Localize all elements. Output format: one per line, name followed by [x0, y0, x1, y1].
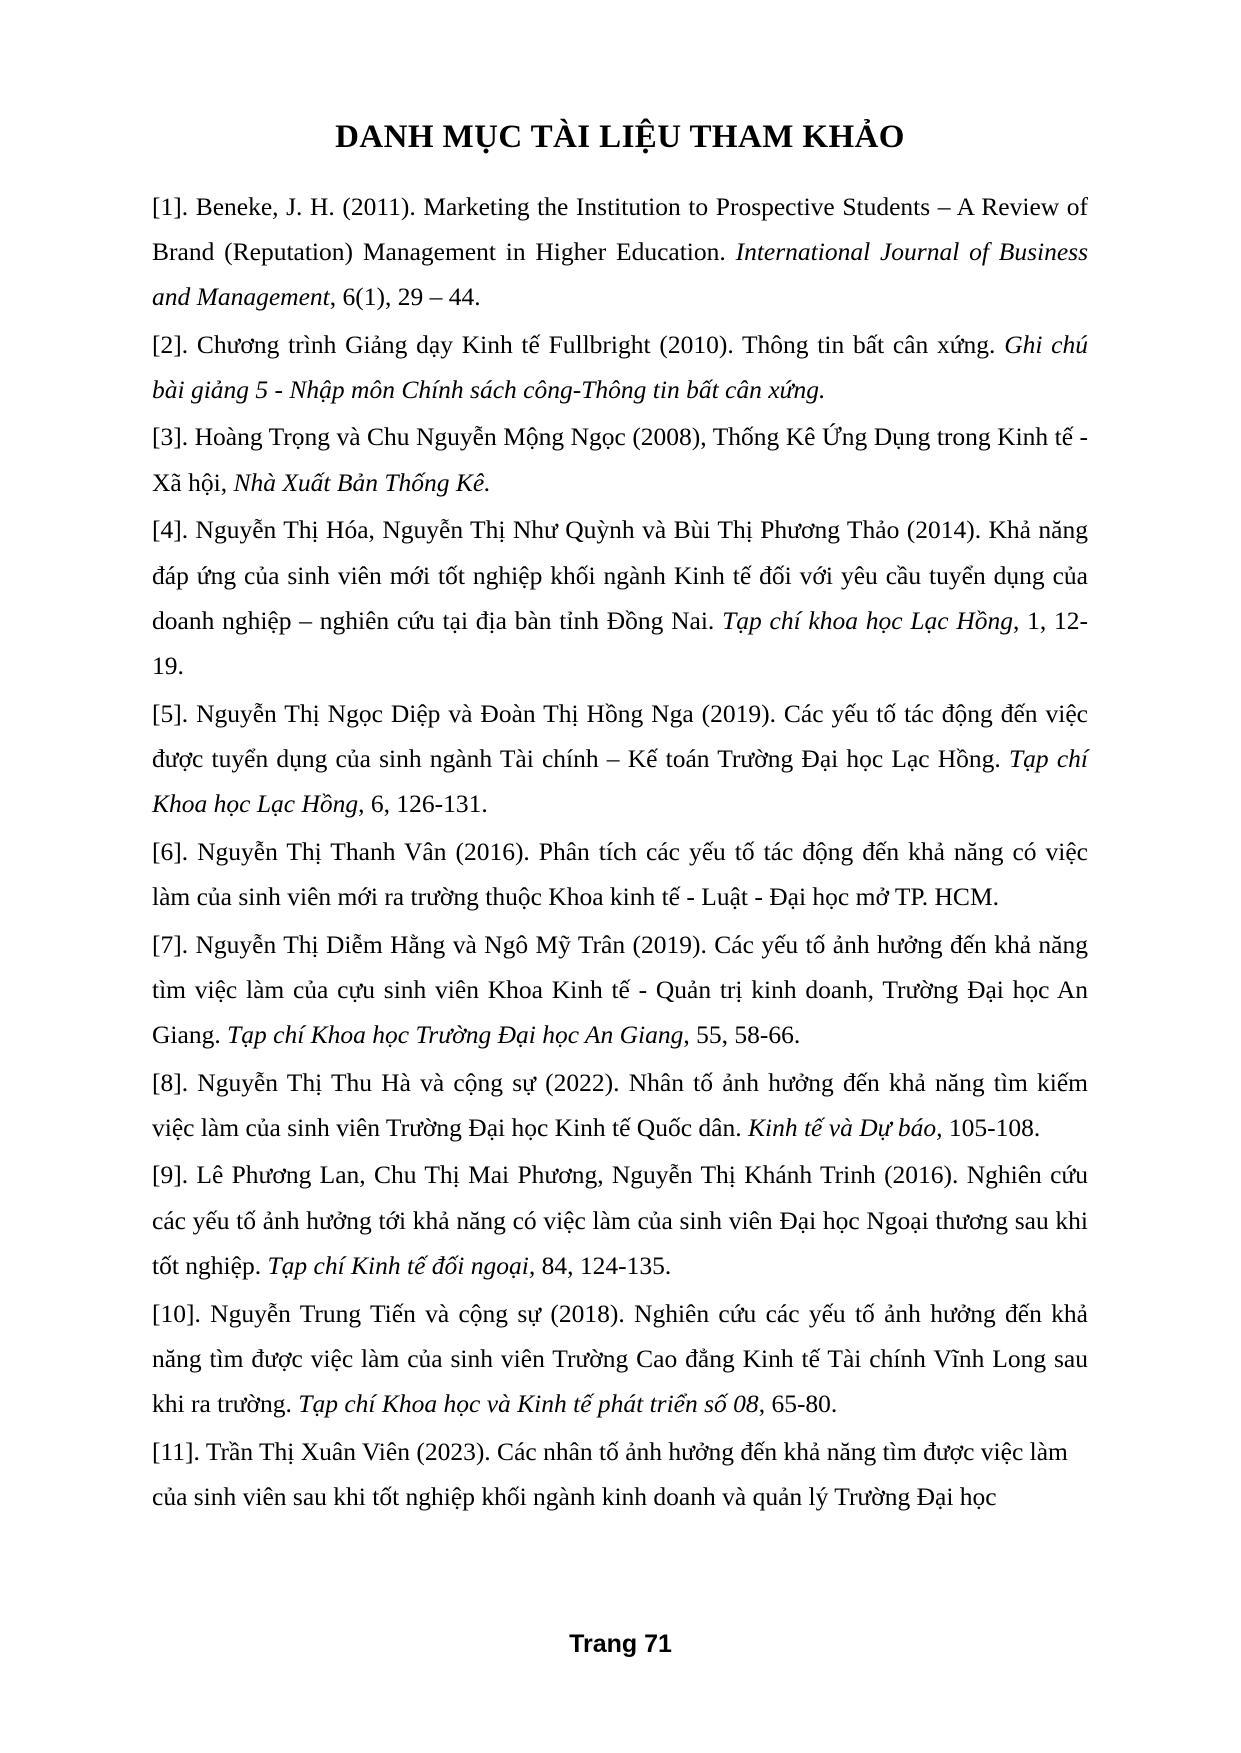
- reference-list: [152, 184, 1088, 1520]
- reference-source-title: Ghi chú bài giảng 5 - Nhập môn Chính sách công-Thông tin bất cân xứng.: [152, 329, 1088, 405]
- reference-text: [3]. Hoàng Trọng và Chu Nguyễn Mộng Ngọc (2008), Thống Kê Ứng Dụng trong Kinh tế - Xã hội,: [152, 422, 1088, 497]
- reference-source-title: Tạp chí Kinh tế đối ngoại,: [267, 1251, 536, 1281]
- reference-text: , 65-80.: [758, 1389, 838, 1419]
- reference-entry: [152, 322, 1088, 413]
- reference-source-title: International Journal of Business and Management: [152, 236, 1089, 312]
- reference-text: , 55, 58-66.: [683, 1020, 801, 1050]
- reference-text: [6]. Nguyễn Thị Thanh Vân (2016). Phân tích các yếu tố tác động đến khả năng có việc làm của sinh viên mới ra trường thuộc Khoa kinh tế - Luật - Đại học mở TP. HCM.: [152, 836, 1088, 912]
- reference-text: [9]. Lê Phương Lan, Chu Thị Mai Phương, Nguyễn Thị Khánh Trinh (2016). Nghiên cứu các yếu tố ảnh hưởng tới khả năng có việc làm của sinh viên Đại học Ngoại thương sau khi tốt nghiệp.: [152, 1160, 1088, 1281]
- reference-text: [5]. Nguyễn Thị Ngọc Diệp và Đoàn Thị Hồng Nga (2019). Các yếu tố tác động đến việc được tuyển dụng của sinh ngành Tài chính – Kế toán Trường Đại học Lạc Hồng.: [152, 698, 1088, 774]
- page-footer: Trang 71: [569, 1630, 672, 1658]
- reference-entry: [152, 184, 1088, 320]
- reference-text: [1]. Beneke, J. H. (2011). Marketing the Institution to Prospective Students – A Review of Brand (Reputation) Management in Higher Education.: [152, 191, 1088, 266]
- reference-entry: [152, 1291, 1088, 1427]
- reference-entry: [152, 414, 1088, 505]
- reference-source-title: Tạp chí Khoa học Trường Đại học An Giang: [227, 1020, 684, 1050]
- reference-source-title: Tạp chí khoa học Lạc Hồng: [722, 605, 1013, 635]
- page-content: [152, 118, 1088, 1521]
- reference-text: 105-108.: [942, 1113, 1041, 1143]
- reference-source-title: Tạp chí Khoa học và Kinh tế phát triển số 08: [298, 1389, 759, 1419]
- reference-entry: [152, 829, 1088, 920]
- reference-entry: [152, 922, 1088, 1058]
- reference-entry: [152, 1152, 1088, 1288]
- reference-text: [11]. Trần Thị Xuân Viên (2023). Các nhân tố ảnh hưởng đến khả năng tìm được việc làm của sinh viên sau khi tốt nghiệp khối ngành kinh doanh và quản lý Trường Đại học: [152, 1436, 1068, 1512]
- reference-source-title: Kinh tế và Dự báo,: [748, 1113, 943, 1143]
- reference-text: , 6(1), 29 – 44.: [329, 282, 481, 312]
- reference-source-title: Nhà Xuất Bản Thống Kê.: [233, 467, 491, 497]
- reference-entry: [152, 507, 1088, 689]
- reference-source-title: Tạp chí Khoa học Lạc Hồng: [152, 744, 1088, 819]
- reference-text: [4]. Nguyễn Thị Hóa, Nguyễn Thị Như Quỳnh và Bùi Thị Phương Thảo (2014). Khả năng đáp ứng của sinh viên mới tốt nghiệp khối ngành Kinh tế đối với yêu cầu tuyển dụng của doanh nghiệp – nghiên cứu tại địa bàn tỉnh Đồng Nai.: [152, 515, 1088, 635]
- reference-text: [10]. Nguyễn Trung Tiến và cộng sự (2018). Nghiên cứu các yếu tố ảnh hưởng đến khả năng tìm được việc làm của sinh viên Trường Cao đẳng Kinh tế Tài chính Vĩnh Long sau khi ra trường.: [152, 1298, 1088, 1419]
- reference-text: [7]. Nguyễn Thị Diễm Hằng và Ngô Mỹ Trân (2019). Các yếu tố ảnh hưởng đến khả năng tìm việc làm của cựu sinh viên Khoa Kinh tế - Quản trị kinh doanh, Trường Đại học An Giang.: [152, 929, 1088, 1050]
- reference-text: , 1, 12-19.: [152, 605, 1089, 681]
- page-title: DANH MỤC TÀI LIỆU THAM KHẢO: [335, 119, 905, 155]
- reference-text: [8]. Nguyễn Thị Thu Hà và cộng sự (2022). Nhân tố ảnh hưởng đến khả năng tìm kiếm việc làm của sinh viên Trường Đại học Kinh tế Quốc dân.: [152, 1067, 1088, 1143]
- reference-text: 84, 124-135.: [535, 1251, 672, 1281]
- reference-entry: [152, 691, 1088, 827]
- reference-text: , 6, 126-131.: [358, 789, 488, 819]
- reference-entry: [152, 1429, 1088, 1520]
- reference-text: [2]. Chương trình Giảng dạy Kinh tế Fullbright (2010). Thông tin bất cân xứng.: [152, 329, 1005, 359]
- reference-entry: [152, 1060, 1088, 1151]
